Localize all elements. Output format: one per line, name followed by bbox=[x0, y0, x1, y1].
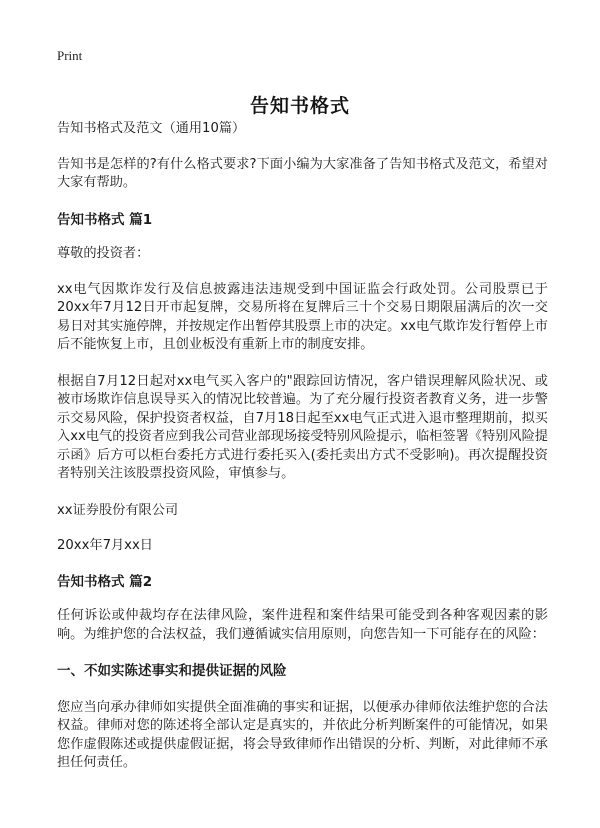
section-heading-2: 告知书格式 篇2 bbox=[57, 573, 153, 590]
section-heading-1: 告知书格式 篇1 bbox=[57, 211, 153, 228]
signature: xx证券股份有限公司 bbox=[57, 502, 179, 518]
section1-paragraph-1: xx电气因欺诈发行及信息披露违法违规受到中国证监会行政处罚。公司股票已于20xx年7月12日开市起复牌，交易所将在复牌后三十个交易日期限届满后的次一交易日对其实施停牌，并按规定作出暂停其股票上市的决定。xx电气欺诈发行暂停上市后不能恢复上市，且创业板没有重新上市的制度安排。 bbox=[57, 281, 548, 352]
salutation: 尊敬的投资者： bbox=[57, 246, 150, 261]
page-title: 告知书格式 bbox=[249, 94, 350, 117]
document-body bbox=[57, 120, 548, 791]
subheading-1: 一、不如实陈述事实和提供证据的风险 bbox=[57, 663, 287, 679]
date-line: 20xx年7月xx日 bbox=[57, 538, 153, 553]
section2-paragraph-1: 任何诉讼或仲裁均存在法律风险，案件进程和案件结果可能受到各种客观因素的影响。为维护您的合法权益，我们遵循诚实信用原则，向您告知一下可能存在的风险： bbox=[57, 608, 548, 642]
intro-paragraph: 告知书是怎样的?有什么格式要求?下面小编为大家准备了告知书格式及范文，希望对大家有帮助。 bbox=[57, 156, 548, 190]
section1-paragraph-2: 根据自7月12日起对xx电气买入客户的"跟踪回访情况，客户错误理解风险状况、或被市场欺诈信息误导买入的情况比较普遍。为了充分履行投资者教育义务，进一步警示交易风险，保护投资者权益，自7月18日起至xx电气正式进入退市整理期前，拟买入xx电气的投资者应到我公司营业部现场接受特别风险提示，临柜签署《特别风险提示函》后方可以柜台委托方式进行委托买入(委托卖出方式不受影响)。再次提醒投资者特别关注该股票投资风险，审慎参与。 bbox=[57, 373, 548, 481]
document-subtitle: 告知书格式及范文（通用10篇） bbox=[57, 121, 246, 136]
section2-paragraph-2: 您应当向承办律师如实提供全面准确的事实和证据，以便承办律师依法维护您的合法权益。律师对您的陈述将全部认定是真实的，并依此分析判断案件的可能情况，如果您作虚假陈述或提供虚假证据，将会导致律师作出错误的分析、判断，对此律师不承担任何责任。 bbox=[57, 699, 548, 770]
print-link[interactable]: Print bbox=[57, 48, 83, 63]
